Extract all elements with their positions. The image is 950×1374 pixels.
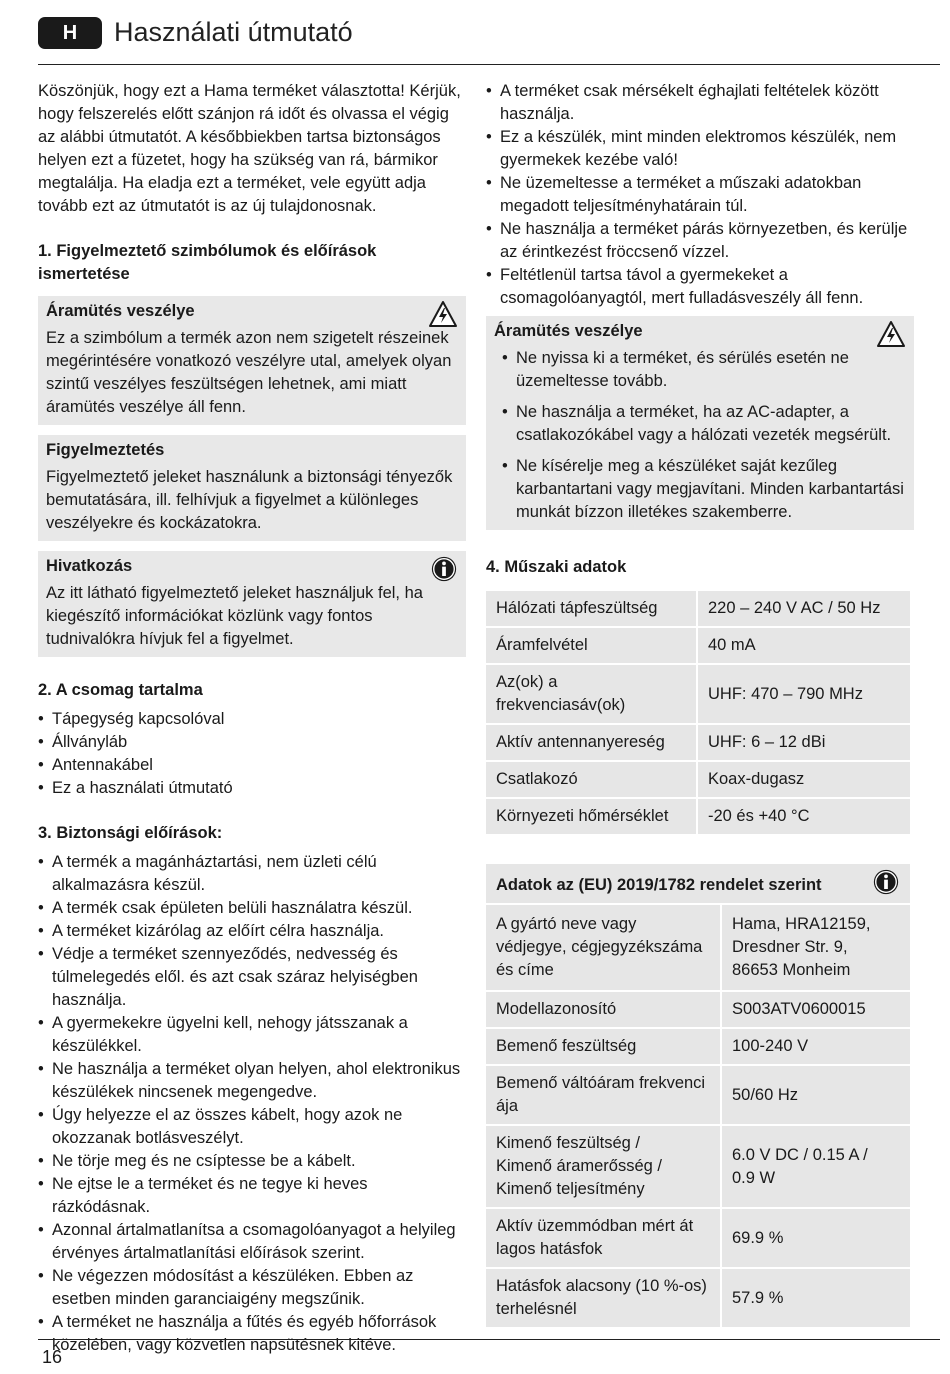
- warning-box: [38, 435, 466, 541]
- list-item: • Ne kísérelje meg a készüléket saját kezűleg karbantartani vagy megjavítani. Minden karbantartási munkát bízzon illetékes szakemberre.: [502, 455, 906, 524]
- list-item: • A termék a magánháztartási, nem üzleti célú alkalmazásra készül.: [38, 851, 466, 897]
- list-item: • A terméket kizárólag az előírt célra használja.: [38, 920, 466, 943]
- table-cell-value: 57.9 %: [722, 1269, 910, 1327]
- box-title: Áramütés veszélye: [494, 322, 643, 340]
- table-row: [486, 1209, 910, 1267]
- table-row: [486, 1066, 910, 1124]
- table-cell-label: Hálózati tápfeszültség: [486, 591, 696, 626]
- language-badge: H: [38, 17, 102, 49]
- list-item: • Ne használja a terméket, ha az AC-adapter, a csatlakozókábel vagy a hálózati vezeték megsérült.: [502, 401, 906, 447]
- table-cell-label: Aktív üzemmódban mért át lagos hatásfok: [486, 1209, 720, 1267]
- table-cell-label: A gyártó neve vagy védjegye, cégjegyzékszáma és címe: [486, 905, 720, 990]
- table-cell-value: 220 – 240 V AC / 50 Hz: [698, 591, 910, 626]
- table-cell-value: 6.0 V DC / 0.15 A / 0.9 W: [722, 1126, 910, 1207]
- list-item: • Ne használja a terméket párás környezetben, és kerülje az érintkezést fröccsenő vízzel.: [486, 218, 914, 264]
- page-footer: [38, 1339, 940, 1367]
- package-contents-list: [38, 708, 466, 800]
- table-row: [486, 992, 910, 1027]
- electric-shock-warning-icon: [428, 300, 458, 328]
- list-item: • Ne végezzen módosítást a készüléken. Ebben az esetben minden garanciaigény megszűnik.: [38, 1265, 466, 1311]
- table-row: [486, 1126, 910, 1207]
- table-row: [486, 628, 910, 663]
- table-cell-value: 50/60 Hz: [722, 1066, 910, 1124]
- box-title: Áramütés veszélye: [46, 302, 195, 320]
- table-cell-label: Hatásfok alacsony (10 %-os) terhelésnél: [486, 1269, 720, 1327]
- left-column: [38, 80, 466, 1357]
- table-cell-value: Hama, HRA12159, Dresdner Str. 9, 86653 Monheim: [722, 905, 910, 990]
- list-item: • Ne üzemeltesse a terméket a műszaki adatokban megadott teljesítményhatárain túl.: [486, 172, 914, 218]
- section-1-heading: 1. Figyelmeztető szimbólumok és előírások ismertetése: [38, 242, 377, 283]
- list-item: • Úgy helyezze el az összes kábelt, hogy azok ne okozzanak botlásveszélyt.: [38, 1104, 466, 1150]
- list-item: • A terméket ne használja a fűtés és egyéb hőforrások közelében, vagy közvetlen napsütésnek kitéve.: [38, 1311, 466, 1357]
- box-title: Figyelmeztetés: [46, 441, 165, 459]
- box-text: Ez a szimbólum a termék azon nem szigetelt részeinek megérintésére vonatkozó veszélyre utal, amelyek olyan szintű veszélyes feszültségen lehetnek, ami miatt áramütés veszélye áll fenn.: [46, 329, 452, 416]
- table-cell-label: Kimenő feszültség / Kimenő áramerősség / Kimenő teljesítmény: [486, 1126, 720, 1207]
- list-item: • Antennakábel: [38, 754, 466, 777]
- electric-shock-warning-icon: [876, 320, 906, 348]
- safety-list: [38, 851, 466, 1357]
- table-row: [486, 591, 910, 626]
- table-row: [486, 799, 910, 834]
- box-text: Figyelmeztető jeleket használunk a biztonsági tényezők bemutatására, ill. felhívjuk a figyelmet a különleges veszélyekre és kockázatokra.: [46, 468, 453, 532]
- table-row: [486, 665, 910, 723]
- table-cell-label: Környezeti hőmérséklet: [486, 799, 696, 834]
- eu-table-title-cell: [486, 864, 910, 903]
- table-cell-label: Modellazonosító: [486, 992, 720, 1027]
- list-item: • A termék csak épületen belüli használatra készül.: [38, 897, 466, 920]
- info-icon: [430, 555, 458, 583]
- list-item: • Ez a használati útmutató: [38, 777, 466, 800]
- table-cell-value: UHF: 6 – 12 dBi: [698, 725, 910, 760]
- table-header-row: [486, 864, 910, 903]
- table-cell-value: UHF: 470 – 790 MHz: [698, 665, 910, 723]
- table-row: [486, 905, 910, 990]
- list-item: • Védje a terméket szennyeződés, nedvesség és túlmelegedés elől. és azt csak száraz helyiségben használja.: [38, 943, 466, 1012]
- table-cell-label: Bemenő feszültség: [486, 1029, 720, 1064]
- page-title: Használati útmutató: [114, 17, 353, 47]
- table-cell-value: 69.9 %: [722, 1209, 910, 1267]
- note-box: [38, 551, 466, 657]
- table-cell-label: Csatlakozó: [486, 762, 696, 797]
- list-item: • Ne törje meg és ne csíptesse be a kábelt.: [38, 1150, 466, 1173]
- list-item: • A gyermekekre ügyelni kell, nehogy játsszanak a készülékkel.: [38, 1012, 466, 1058]
- table-cell-label: Bemenő váltóáram frekvenci ája: [486, 1066, 720, 1124]
- table-cell-value: Koax-dugasz: [698, 762, 910, 797]
- list-item: • Azonnal ártalmatlanítsa a csomagolóanyagot a helyileg érvényes ártalmatlanítási előírások szerint.: [38, 1219, 466, 1265]
- table-cell-label: Az(ok) a frekvenciasáv(ok): [486, 665, 696, 723]
- table-row: [486, 725, 910, 760]
- technical-data-table: [484, 589, 912, 836]
- box-text: Az itt látható figyelmeztető jeleket használjuk fel, ha kiegészítő információkat közlünk vagy fontos tudnivalókra hívjuk fel a figyelmet.: [46, 584, 423, 648]
- list-item: • A terméket csak mérsékelt éghajlati feltételek között használja.: [486, 80, 914, 126]
- list-item: • Tápegység kapcsolóval: [38, 708, 466, 731]
- section-2-heading: 2. A csomag tartalma: [38, 681, 203, 699]
- list-item: • Ne használja a terméket olyan helyen, ahol elektronikus készülékek nincsenek megengedve.: [38, 1058, 466, 1104]
- table-row: [486, 1029, 910, 1064]
- info-icon: [872, 868, 900, 896]
- table-cell-label: Áramfelvétel: [486, 628, 696, 663]
- table-cell-value: 40 mA: [698, 628, 910, 663]
- list-item: • Ne ejtse le a terméket és ne tegye ki heves rázkódásnak.: [38, 1173, 466, 1219]
- intro-paragraph: Köszönjük, hogy ezt a Hama terméket választotta! Kérjük, hogy felszerelés előtt szánjon rá időt és olvassa el végig az alábbi útmutatót. A későbbiekben tartsa biztonságos helyen ezt a füzetet, hogy ha szükség van rá, bármikor megtalálja. Ha eladja ezt a terméket, vele együtt adja tovább ezt az útmutatót is az új tulajdonosnak.: [38, 82, 461, 215]
- shock-warning-box: [38, 296, 466, 425]
- table-row: [486, 1269, 910, 1327]
- list-item: • Feltétlenül tartsa távol a gyermekeket a csomagolóanyagtól, mert fulladásveszély áll fenn.: [486, 264, 914, 310]
- section-3-heading: 3. Biztonsági előírások:: [38, 824, 223, 842]
- section-4-heading: 4. Műszaki adatok: [486, 558, 627, 576]
- table-cell-value: S003ATV0600015: [722, 992, 910, 1027]
- list-item: • Állványláb: [38, 731, 466, 754]
- shock-danger-list: [494, 347, 906, 524]
- box-title: Hivatkozás: [46, 557, 133, 575]
- shock-danger-box: [486, 316, 914, 530]
- table-cell-label: Aktív antennanyereség: [486, 725, 696, 760]
- table-row: [486, 762, 910, 797]
- page-header: [38, 12, 940, 65]
- eu-table-title: Adatok az (EU) 2019/1782 rendelet szerint: [496, 876, 822, 894]
- right-column: [486, 80, 914, 1329]
- eu-regulation-table: [484, 862, 912, 1329]
- list-item: • Ne nyissa ki a terméket, és sérülés esetén ne üzemeltesse tovább.: [502, 347, 906, 393]
- list-item: • Ez a készülék, mint minden elektromos készülék, nem gyermekek kezébe való!: [486, 126, 914, 172]
- page-number: 16: [42, 1347, 63, 1367]
- table-cell-value: -20 és +40 °C: [698, 799, 910, 834]
- table-cell-value: 100-240 V: [722, 1029, 910, 1064]
- safety-list-continued: [486, 80, 914, 310]
